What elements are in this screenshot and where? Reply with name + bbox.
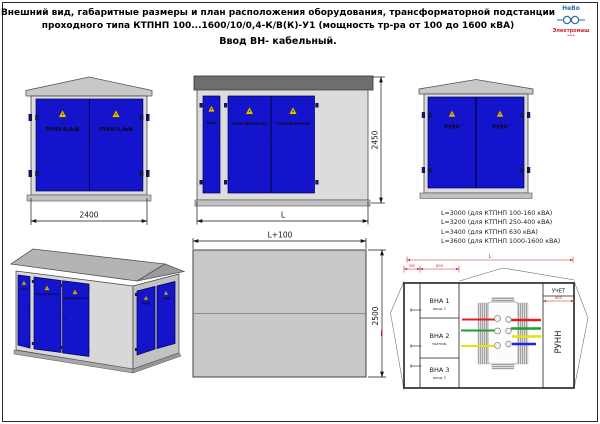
cell-vna1-label: ВНА 1 bbox=[429, 297, 450, 305]
door-label: РУВН bbox=[444, 124, 460, 131]
front-end-view bbox=[26, 77, 152, 225]
radiator-fins-left bbox=[478, 303, 488, 364]
length-variant-row: L=3200 (для КТПНП 250-400 кВА) bbox=[441, 219, 553, 227]
roof-ridge-projection bbox=[503, 268, 575, 280]
door-handle bbox=[475, 144, 477, 146]
cell-vna3-sublabel: ввод 2 bbox=[432, 375, 447, 380]
length-variant-row: L=3600 (для КТПНП 1000-1600 кВА) bbox=[441, 238, 561, 246]
back-end-view bbox=[419, 80, 533, 199]
door-label: РУНН 0,4кВ bbox=[99, 127, 133, 133]
cell-vna3-label: ВНА 3 bbox=[429, 366, 450, 374]
radiator-fins-right bbox=[518, 303, 528, 364]
dimension-2400: 2400 bbox=[79, 210, 99, 220]
cell-vna2-sublabel: трансф. bbox=[431, 341, 448, 346]
cell-vna1-sublabel: ввод 1 bbox=[432, 306, 447, 311]
runn-section-label: РУНН bbox=[554, 330, 564, 354]
isometric-view bbox=[11, 249, 184, 373]
base-plinth bbox=[420, 193, 532, 199]
flat-roof bbox=[194, 76, 373, 90]
base-plinth bbox=[27, 195, 151, 201]
side-view bbox=[194, 76, 385, 225]
dimension-L-plus-100: L+100 bbox=[267, 230, 293, 240]
door-handle bbox=[217, 141, 219, 143]
length-variant-row: L=3000 (для КТПНП 100-160 кВА) bbox=[441, 210, 553, 217]
door-handle bbox=[64, 317, 65, 318]
logo-text-main: Электромаш bbox=[552, 28, 590, 35]
plan-dimension-uchet: 600 bbox=[555, 296, 562, 301]
roof-ridge-projection bbox=[460, 268, 504, 281]
uchet-cell-label: УЧЕТ bbox=[551, 288, 566, 295]
door-handle bbox=[267, 141, 269, 143]
roof-overhang-outline-right bbox=[574, 281, 588, 389]
door-handle bbox=[88, 141, 90, 143]
door-label: Трансформатор bbox=[275, 120, 311, 126]
transformer-tank bbox=[488, 302, 518, 364]
roof-top-view bbox=[193, 231, 386, 378]
subtitle: Ввод ВН- кабельный. bbox=[219, 36, 337, 47]
door-label: Трансформатор bbox=[63, 297, 88, 300]
door-label: Трансформатор bbox=[35, 293, 60, 296]
title-line-1: Внешний вид, габаритные размеры и план расположения оборудования, трансформаторной подстанции bbox=[0, 8, 556, 18]
cell-vna2-label: ВНА 2 bbox=[429, 332, 450, 340]
door-label: РУВН bbox=[492, 124, 508, 131]
door-label: РУВН bbox=[161, 297, 171, 301]
door-handle bbox=[159, 315, 160, 316]
gable-roof bbox=[26, 77, 152, 96]
door-label: Трансформатор bbox=[231, 120, 268, 126]
door-handle bbox=[58, 315, 59, 316]
dimension-2500: 2500 bbox=[371, 306, 380, 326]
door-label: Учет bbox=[20, 288, 28, 291]
logo-text-top: НеВо bbox=[562, 5, 580, 12]
title-line-2: проходного типа КТПНП 100...1600/10/0,4-К/В(К)-У1 (мощность тр-ра от 100 до 1600 кВА) bbox=[41, 20, 515, 31]
logo-text-url: www bbox=[567, 33, 575, 38]
door-label: РУВН bbox=[141, 302, 151, 306]
plan-dimension-300: 300 bbox=[408, 263, 416, 268]
door-label: Учет bbox=[206, 120, 217, 125]
gable-roof bbox=[419, 80, 533, 95]
red-marker bbox=[381, 330, 382, 336]
door-handle bbox=[151, 317, 152, 318]
door-label: РУНН 0,4кВ bbox=[45, 127, 80, 133]
length-variant-row: L=3400 (для КТПНП 630 кВА) bbox=[441, 228, 538, 236]
equipment-plan-view bbox=[391, 254, 589, 390]
base-plinth bbox=[195, 200, 370, 206]
plan-dimension-L: L bbox=[488, 254, 492, 260]
dimension-2450: 2450 bbox=[370, 130, 380, 150]
dimension-L: L bbox=[280, 210, 286, 220]
door-handle bbox=[28, 311, 29, 312]
plan-dimension-800: 800 bbox=[436, 263, 443, 268]
roof-overhang-outline-left bbox=[391, 281, 405, 390]
